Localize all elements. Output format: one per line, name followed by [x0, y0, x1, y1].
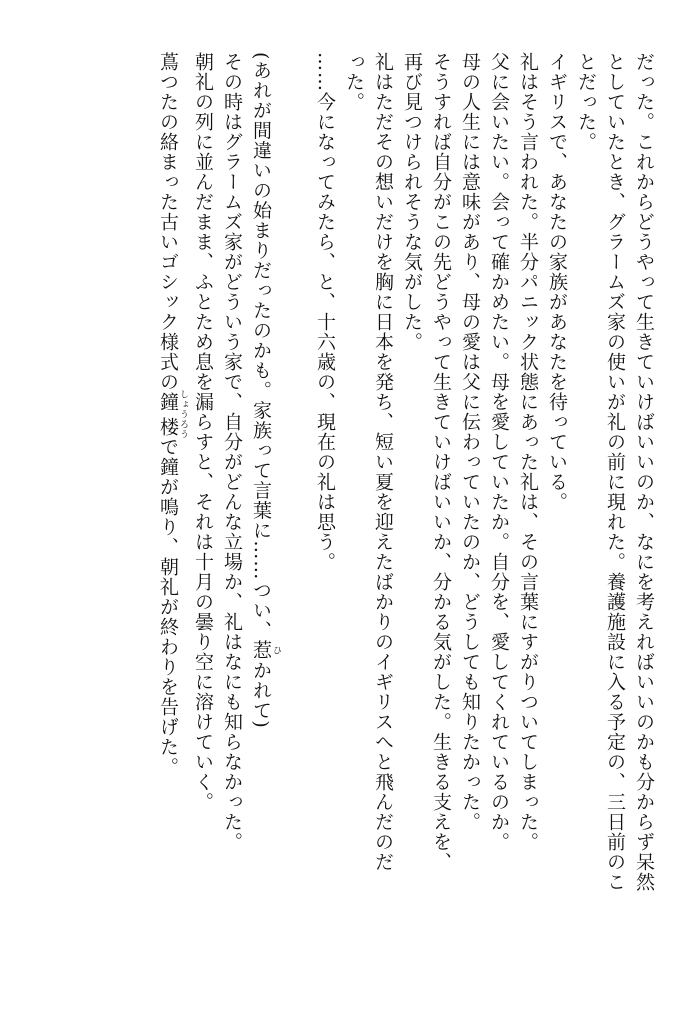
text-line-4: イギリスで、あなたの家族があなたを待っている。 — [546, 52, 568, 512]
text-line-11: った。 — [343, 52, 365, 112]
text-line-15: 朝礼の列に並んだまま、ふとため息を漏らすと、それは十月の曇り空に溶けていく。 — [192, 52, 214, 812]
text-line-10: 礼はただその想いだけを胸に日本を発ち、短い夏を迎えたばかりのイギリスへと飛んだのだ — [372, 52, 394, 872]
text-line-1: だった。これからどうやって生きていけばいいのか、なにを考えればいいのかも分からず呆然 — [633, 52, 655, 892]
text-line-7: 母の人生には意味があり、母の愛は父に伝わっていたのか、どうしても知りたかった。 — [459, 52, 481, 832]
text-line-2: としていたとき、グラームズ家の使いが礼の前に現れた。養護施設に入る予定の、三日前のこ — [604, 52, 626, 892]
text-line-14: その時はグラームズ家がどういう家で、自分がどんな立場か、礼はなにも知らなかった。 — [221, 52, 243, 852]
ruby-hi: 惹 ひ — [250, 640, 281, 661]
text-line-5: 礼はそう言われた。半分パニック状態にあった礼は、その言葉にすがりついてしまった。 — [517, 52, 539, 852]
text-line-16: 蔦つたの絡まった古いゴシック様式の鐘楼 しょうろうで鐘が鳴り、朝礼が終わりを告げた。 — [157, 52, 188, 777]
text-line-9: 再び見つけられそうな気がした。 — [401, 52, 423, 352]
text-line-3: とだった。 — [575, 52, 597, 152]
text-line-8: そうすれば自分がこの先どうやって生きていけばいいか、分かる気がした。生きる支えを、 — [430, 52, 452, 872]
text-line-13: (あれが間違いの始まりだったのかも。家族って言葉に……つい、惹 ひかれて) — [250, 52, 281, 729]
text-line-6: 父に会いたい。会って確かめたい。母を愛していたか。自分を、愛してくれているのか。 — [488, 52, 510, 852]
vertical-text-body — [18, 52, 658, 972]
text-line-12: ……今になってみたら、と、十六歳の、現在の礼は思う。 — [314, 52, 336, 572]
ruby-shourou: 鐘楼 しょうろう — [157, 389, 188, 440]
